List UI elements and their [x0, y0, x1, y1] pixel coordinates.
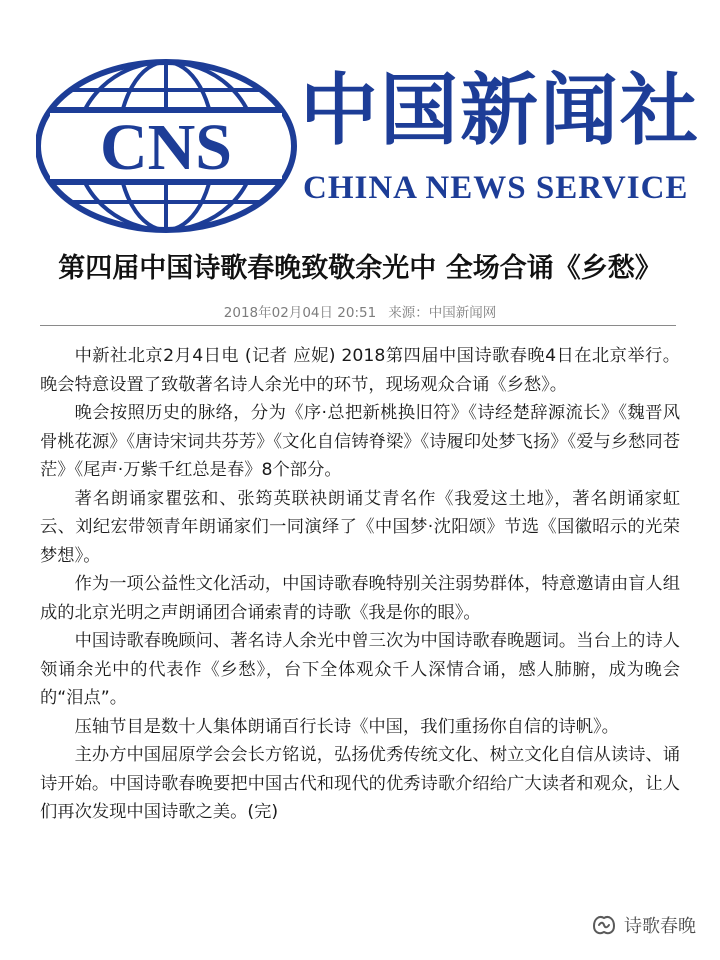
article-paragraph: 主办方中国屈原学会会长方铭说，弘扬优秀传统文化、树立文化自信从读诗、诵诗开始。中国诗歌春晚要把中国古代和现代的优秀诗歌介绍给广大读者和观众，让人们再次发现中国诗歌之美。(完) [40, 745, 680, 822]
article-paragraph: 中国诗歌春晚顾问、著名诗人余光中曾三次为中国诗歌春晚题词。当台上的诗人领诵余光中的代表作《乡愁》，台下全体观众千人深情合诵，感人肺腑，成为晚会的“泪点”。 [40, 631, 680, 708]
article-paragraph: 著名朗诵家瞿弦和、张筠英联袂朗诵艾青名作《我爱这土地》，著名朗诵家虹云、刘纪宏带领青年朗诵家们一同演绎了《中国梦·沈阳颂》节选《国徽昭示的光荣梦想》。 [40, 488, 680, 566]
article-paragraph: 中新社北京2月4日电 (记者 应妮) 2018第四届中国诗歌春晚4日在北京举行。晚会特意设置了致敬著名诗人余光中的环节，现场观众合诵《乡愁》。 [40, 346, 680, 395]
masthead [0, 0, 720, 230]
article-body [40, 342, 680, 827]
article-title: 第四届中国诗歌春晚致敬余光中 全场合诵《乡愁》 [58, 253, 662, 284]
article-source: 来源：中国新闻网 [388, 305, 497, 321]
wechat-channel-icon [590, 912, 618, 938]
article-meta [0, 301, 720, 321]
article-paragraph: 晚会按照历史的脉络，分为《序·总把新桃换旧符》《诗经楚辞源流长》《魏晋风骨桃花源》《唐诗宋词共芬芳》《文化自信铸脊梁》《诗履印处梦飞扬》《爱与乡愁同苍茫》《尾声·万紫千红总是春》8个部分。 [40, 403, 680, 480]
divider [40, 325, 676, 326]
article-paragraph: 压轴节目是数十人集体朗诵百行长诗《中国，我们重扬你自信的诗帆》。 [74, 716, 619, 737]
cns-logo-text: CNS [99, 111, 233, 184]
article-date: 2018年02月04日 20:51 [223, 305, 377, 321]
watermark-text: 诗歌春晚 [624, 916, 696, 937]
brand-name-chinese: 中国新闻社 [300, 65, 701, 156]
article-paragraph: 作为一项公益性文化活动，中国诗歌春晚特别关注弱势群体，特意邀请由盲人组成的北京光明之声朗诵团合诵索青的诗歌《我是你的眼》。 [40, 574, 680, 623]
watermark [590, 912, 696, 938]
cns-globe-logo [36, 58, 306, 233]
brand-name-english: CHINA NEWS SERVICE [303, 170, 689, 206]
